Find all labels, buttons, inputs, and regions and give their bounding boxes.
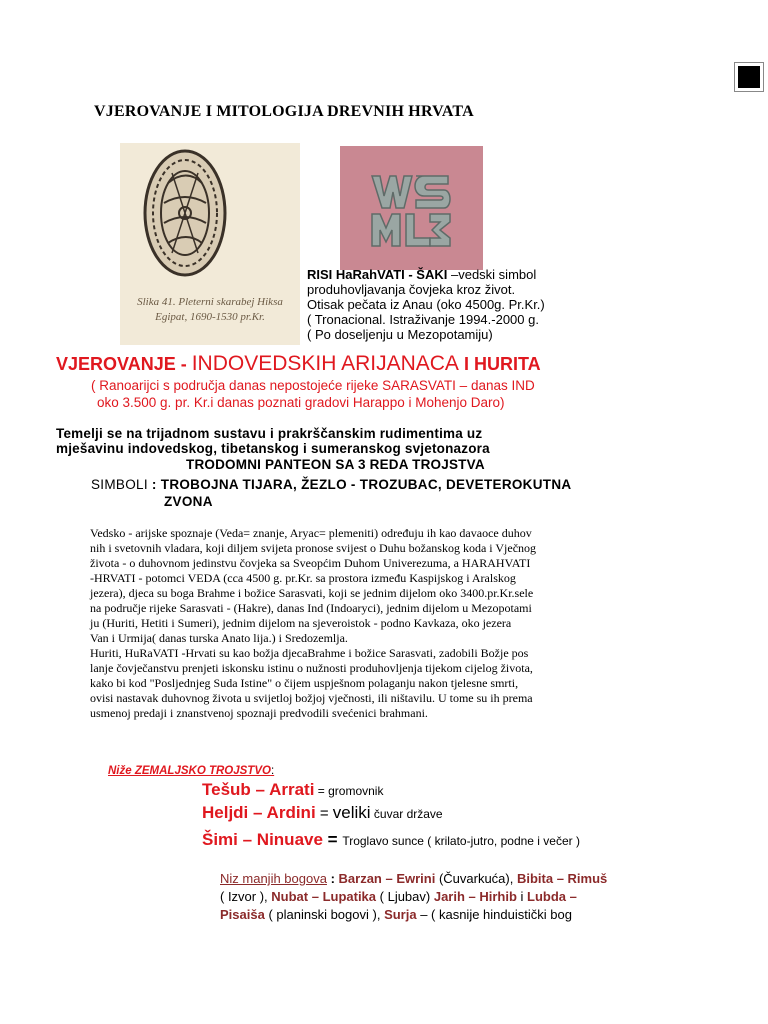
figure-caption-line1: Slika 41. Pleterni skarabej Hiksa (137, 296, 283, 308)
square-icon (738, 66, 760, 88)
god-entry (202, 830, 580, 850)
figure-caption-line2: Egipat, 1690-1530 pr.Kr. (155, 311, 265, 323)
seal-desc-line: Otisak pečata iz Anau (oko 4500g. Pr.Kr.) (307, 297, 545, 312)
symbols-list-cont: ZVONA (164, 494, 213, 509)
god-name: Jarih – Hirhib (433, 889, 517, 904)
god-desc: čuvar države (370, 807, 443, 821)
foundation-line: mješavinu indovedskog, tibetanskog i sumeranskog svjetonazora (56, 441, 490, 456)
colon: : (270, 765, 275, 777)
equals: = (322, 830, 343, 849)
scarab-seal-icon (120, 143, 300, 293)
seal-desc-line: ( Po doseljenju u Mezopotamiju) (307, 327, 493, 342)
god-name: Šimi – Ninuave (202, 830, 323, 849)
pantheon-heading: TRODOMNI PANTEON SA 3 REDA TROJSTVA (186, 457, 485, 472)
god-name: Pisaiša (220, 907, 265, 922)
equals: = (314, 784, 329, 798)
page-title: VJEROVANJE I MITOLOGIJA DREVNIH HRVATA (94, 103, 474, 120)
foundation-line: Temelji se na trijadnom sustavu i prakrščanskim rudimentima uz (56, 426, 483, 441)
god-name: Tešub – Arrati (202, 780, 315, 799)
god-name: Lubda – (527, 889, 577, 904)
origin-note-line2: oko 3.500 g. pr. Kr.i danas poznati gradovi Harappo i Mohenjo Daro) (97, 395, 505, 410)
page-nav-button[interactable] (734, 62, 764, 92)
god-name: Surja (384, 907, 417, 922)
body-line: ovisi nastavak duhovnog života u svijetloj božjoj vječnosti, ili ništavilu. U tome su ih prema (90, 691, 533, 705)
heading-part: INDOVEDSKIH ARIJANACA (191, 352, 459, 375)
god-desc: gromovnik (328, 784, 384, 798)
body-line: Van i Urmija( danas turska Anato lija.) i Sredozemlja. (90, 631, 348, 645)
god-name: Barzan – Ewrini (338, 871, 436, 886)
section-heading (56, 352, 541, 376)
body-line: ju (Huriti, Hetiti i Sumeri), jednim dijelom na sjeveroistok - podno Kavkaza, oko jezera (90, 616, 512, 630)
body-line: nih i svetovnih vladara, koji diljem svijeta pronose svijest o Duhu božanskog koda i Vječnog (90, 541, 537, 555)
text: ( Izvor ), (220, 889, 272, 904)
symbols-list: : TROBOJNA TIJARA, ŽEZLO - TROZUBAC, DEVETEROKUTNA (147, 477, 572, 492)
minor-gods-text (220, 870, 690, 924)
equals: = (315, 805, 333, 822)
text: i (516, 889, 528, 904)
text: : (326, 871, 339, 886)
body-line: života - o duhovnom jedinstvu čovjeka sa Sveopćim Duhom Univerezuma, a HARAHVATI (90, 556, 531, 570)
god-desc-big: veliki (332, 803, 371, 822)
text: ( Ljubav) (376, 889, 434, 904)
text: – ( kasnije hinduistički bog (416, 907, 572, 922)
text: (Čuvarkuća), (435, 871, 517, 886)
body-line: Vedsko - arijske spoznaje (Veda= znanje, Aryac= plemeniti) određuju ih kao davaoce duhov (90, 526, 532, 540)
body-line: na područje rijeke Sarasvati - (Hakre), danas Ind (Indoaryci), jednim dijelom u Mezopotami (90, 601, 532, 615)
body-paragraphs (90, 526, 690, 721)
body-line: usmenoj predaji i znanstvenoj spoznaji predvodili svećenici brahmani. (90, 706, 428, 720)
seal-symbol-icon (340, 146, 483, 270)
seal-desc-line: ( Tronacional. Istraživanje 1994.-2000 g. (307, 312, 539, 327)
scarab-seal-image (120, 143, 300, 345)
god-name: Heljdi – Ardini (202, 803, 316, 822)
heading-part: VJEROVANJE - (56, 354, 192, 374)
symbols-text (91, 476, 691, 510)
god-entry (202, 803, 443, 823)
body-line: lanje čovječanstvu prenjeti iskonsku istinu o nužnosti produhovljenja tijekom cijelog života, (90, 661, 533, 675)
seal-title: RISI HaRahVATI - ŠAKI (307, 267, 448, 282)
seal-desc-text: –vedski simbol (447, 267, 537, 282)
god-name: Nubat – Lupatika (271, 889, 377, 904)
body-line: Huriti, HuRaVATI -Hrvati su kao božja djecaBrahme i božice Sarasvati, zadobili Božje pos (90, 646, 529, 660)
earthly-trinity-heading (108, 765, 274, 777)
god-entry (202, 780, 383, 800)
body-line: -HRVATI - potomci VEDA (cca 4500 g. pr.Kr. sa prostora između Kaspijskog i Aralskog (90, 571, 516, 585)
minor-gods-link[interactable]: Niz manjih bogova (220, 871, 327, 886)
seal-desc-line: produhovljavanja čovjeka kroz život. (307, 282, 516, 297)
seal-description (307, 267, 747, 342)
body-line: kako bi kod "Posljednjeg Suda Istine" o čijem uspješnom polaganju nakon tjelesne smrti, (90, 676, 519, 690)
symbols-label: SIMBOLI (91, 477, 148, 492)
heading-part: I HURITA (458, 354, 541, 374)
origin-note-line1: ( Ranoarijci s područja danas nepostojeće rijeke SARASVATI – danas IND (91, 378, 535, 393)
body-line: jezera), djeca su boga Brahme i božice Sarasvati, koji se jednim dijelom oko 3400.pr.Kr.sele (90, 586, 534, 600)
god-desc: Troglavo sunce ( krilato-jutro, podne i večer ) (342, 834, 580, 848)
god-name: Bibita – Rimuš (516, 871, 608, 886)
foundation-text (56, 426, 696, 456)
earthly-trinity-label: Niže ZEMALJSKO TROJSTVO (108, 765, 271, 777)
text: ( planinski bogovi ), (264, 907, 385, 922)
seal-imprint-image (340, 146, 483, 270)
